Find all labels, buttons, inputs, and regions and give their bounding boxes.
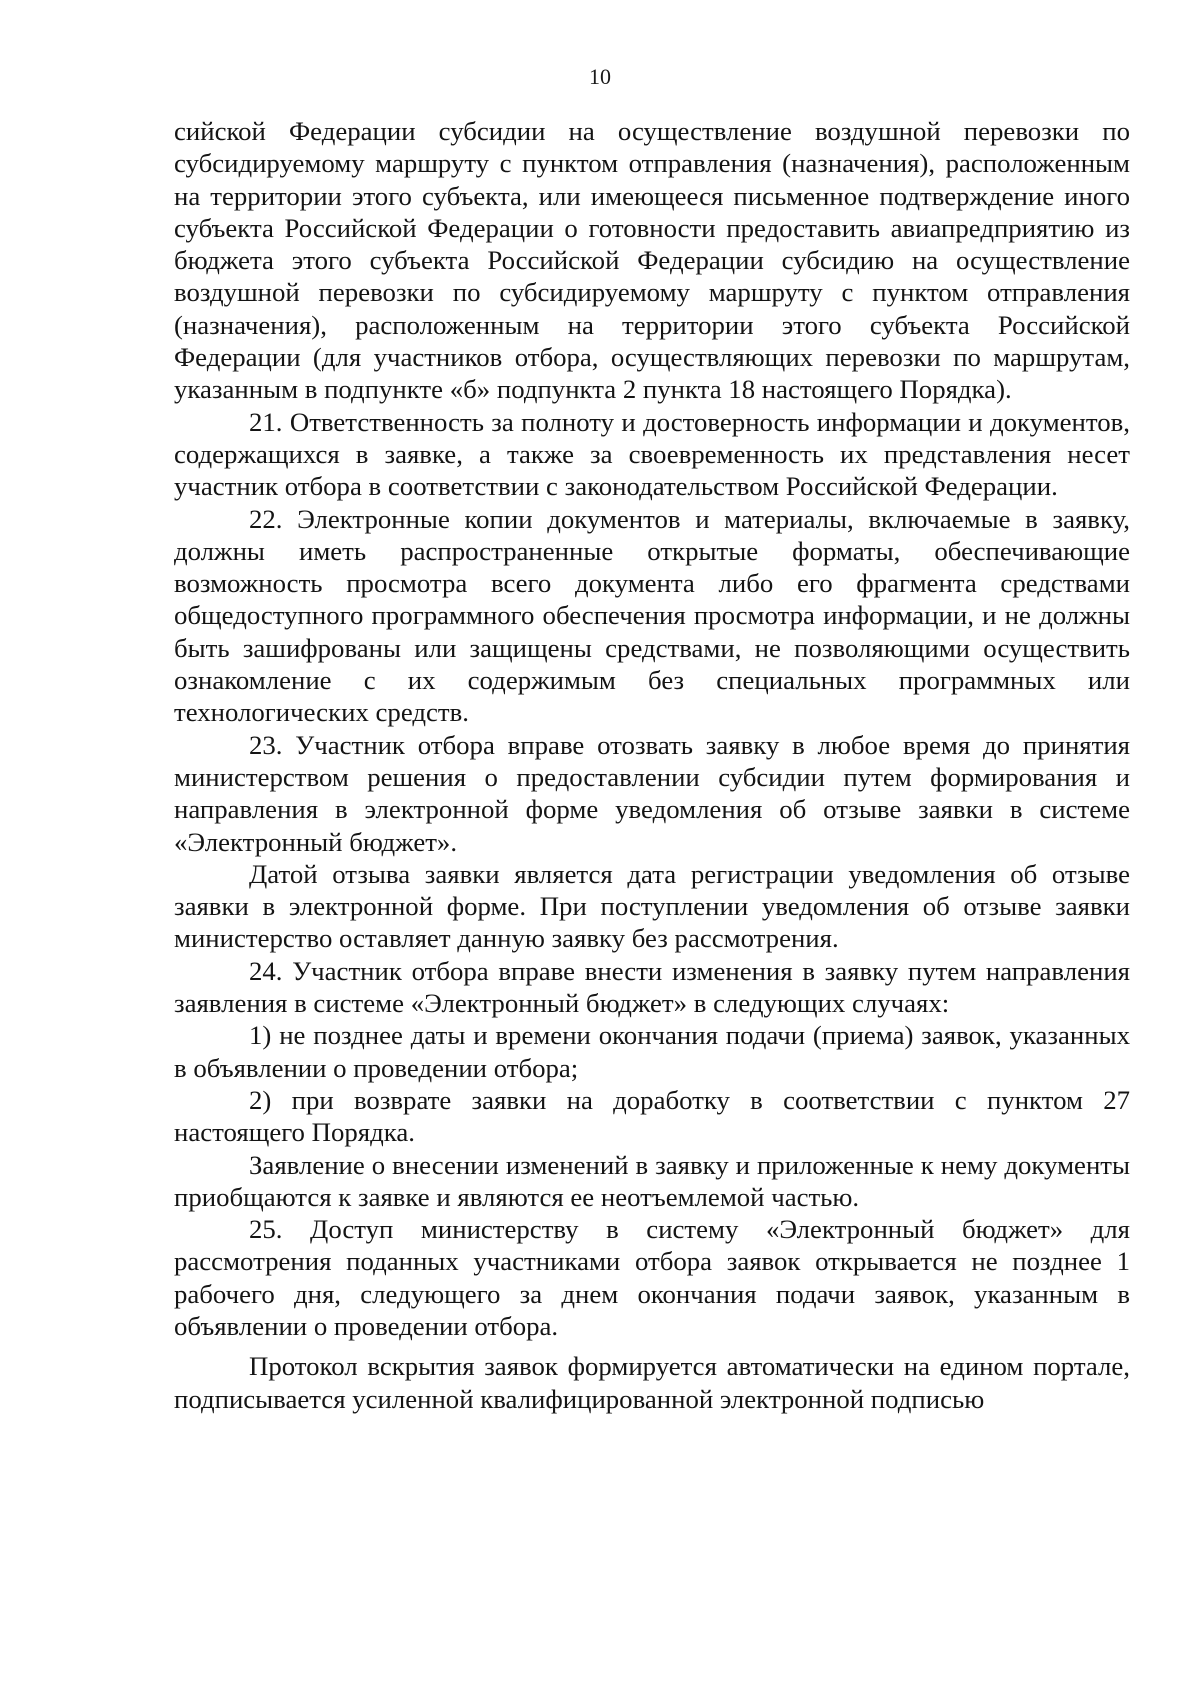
page-number: 10 bbox=[589, 64, 611, 89]
paragraph-clause-24: 24. Участник отбора вправе внести изменения в заявку путем направления заявления в системе «Электронный бюджет» в следующих случаях: bbox=[174, 955, 1130, 1019]
paragraph-clause-21: 21. Ответственность за полноту и достоверность информации и документов, содержащихся в заявке, а также за своевременность их представления несет участник отбора в соответствии с законодательством Российской Федерации. bbox=[174, 406, 1130, 502]
paragraph-clause-22: 22. Электронные копии документов и материалы, включаемые в заявку, должны иметь распространенные открытые форматы, обеспечивающие возможность просмотра всего документа либо его фрагмента средствами общедоступного программного обеспечения просмотра информации, и не должны быть зашифрованы или защищены средствами, не позволяющими осуществить ознакомление с их содержимым без специальных программных или технологических средств. bbox=[174, 503, 1130, 728]
paragraph-case-2: 2) при возврате заявки на доработку в соответствии с пунктом 27 настоящего Порядка. bbox=[174, 1084, 1130, 1148]
paragraph-opening-protocol: Протокол вскрытия заявок формируется автоматически на едином портале, подписывается усиленной квалифицированной электронной подписью bbox=[174, 1351, 1130, 1414]
paragraph-continuation: сийской Федерации субсидии на осуществление воздушной перевозки по субсидируемому маршруту с пунктом отправления (назначения), расположенным на территории этого субъекта, или имеющееся письменное подтверждение иного субъекта Российской Федерации о готовности предоставить авиапредприятию из бюджета этого субъекта Российской Федерации субсидию на осуществление воздушной перевозки по субсидируемому маршруту с пунктом отправления (назначения), расположенным на территории этого субъекта Российской Федерации (для участников отбора, осуществляющих перевозки по маршрутам, указанным в подпункте «б» подпункта 2 пункта 18 настоящего Порядка). bbox=[174, 116, 1130, 405]
paragraph-amendment-statement: Заявление о внесении изменений в заявку и приложенные к нему документы приобщаются к заявке и являются ее неотъемлемой частью. bbox=[174, 1149, 1130, 1212]
paragraph-case-1: 1) не позднее даты и времени окончания подачи (приема) заявок, указанных в объявлении о проведении отбора; bbox=[174, 1020, 1130, 1083]
paragraph-clause-25: 25. Доступ министерству в систему «Электронный бюджет» для рассмотрения поданных участниками отбора заявок открывается не позднее 1 рабочего дня, следующего за днем окончания подачи заявок, указанным в объявлении о проведении отбора. bbox=[174, 1214, 1130, 1341]
paragraph-clause-23: 23. Участник отбора вправе отозвать заявку в любое время до принятия министерством решения о предоставлении субсидии путем формирования и направления в электронной форме уведомления об отзыве заявки в системе «Электронный бюджет». bbox=[174, 729, 1130, 857]
document-body bbox=[174, 115, 1130, 1415]
paragraph-withdrawal-date: Датой отзыва заявки является дата регистрации уведомления об отзыве заявки в электронной форме. При поступлении уведомления об отзыве заявки министерство оставляет данную заявку без рассмотрения. bbox=[174, 858, 1130, 954]
